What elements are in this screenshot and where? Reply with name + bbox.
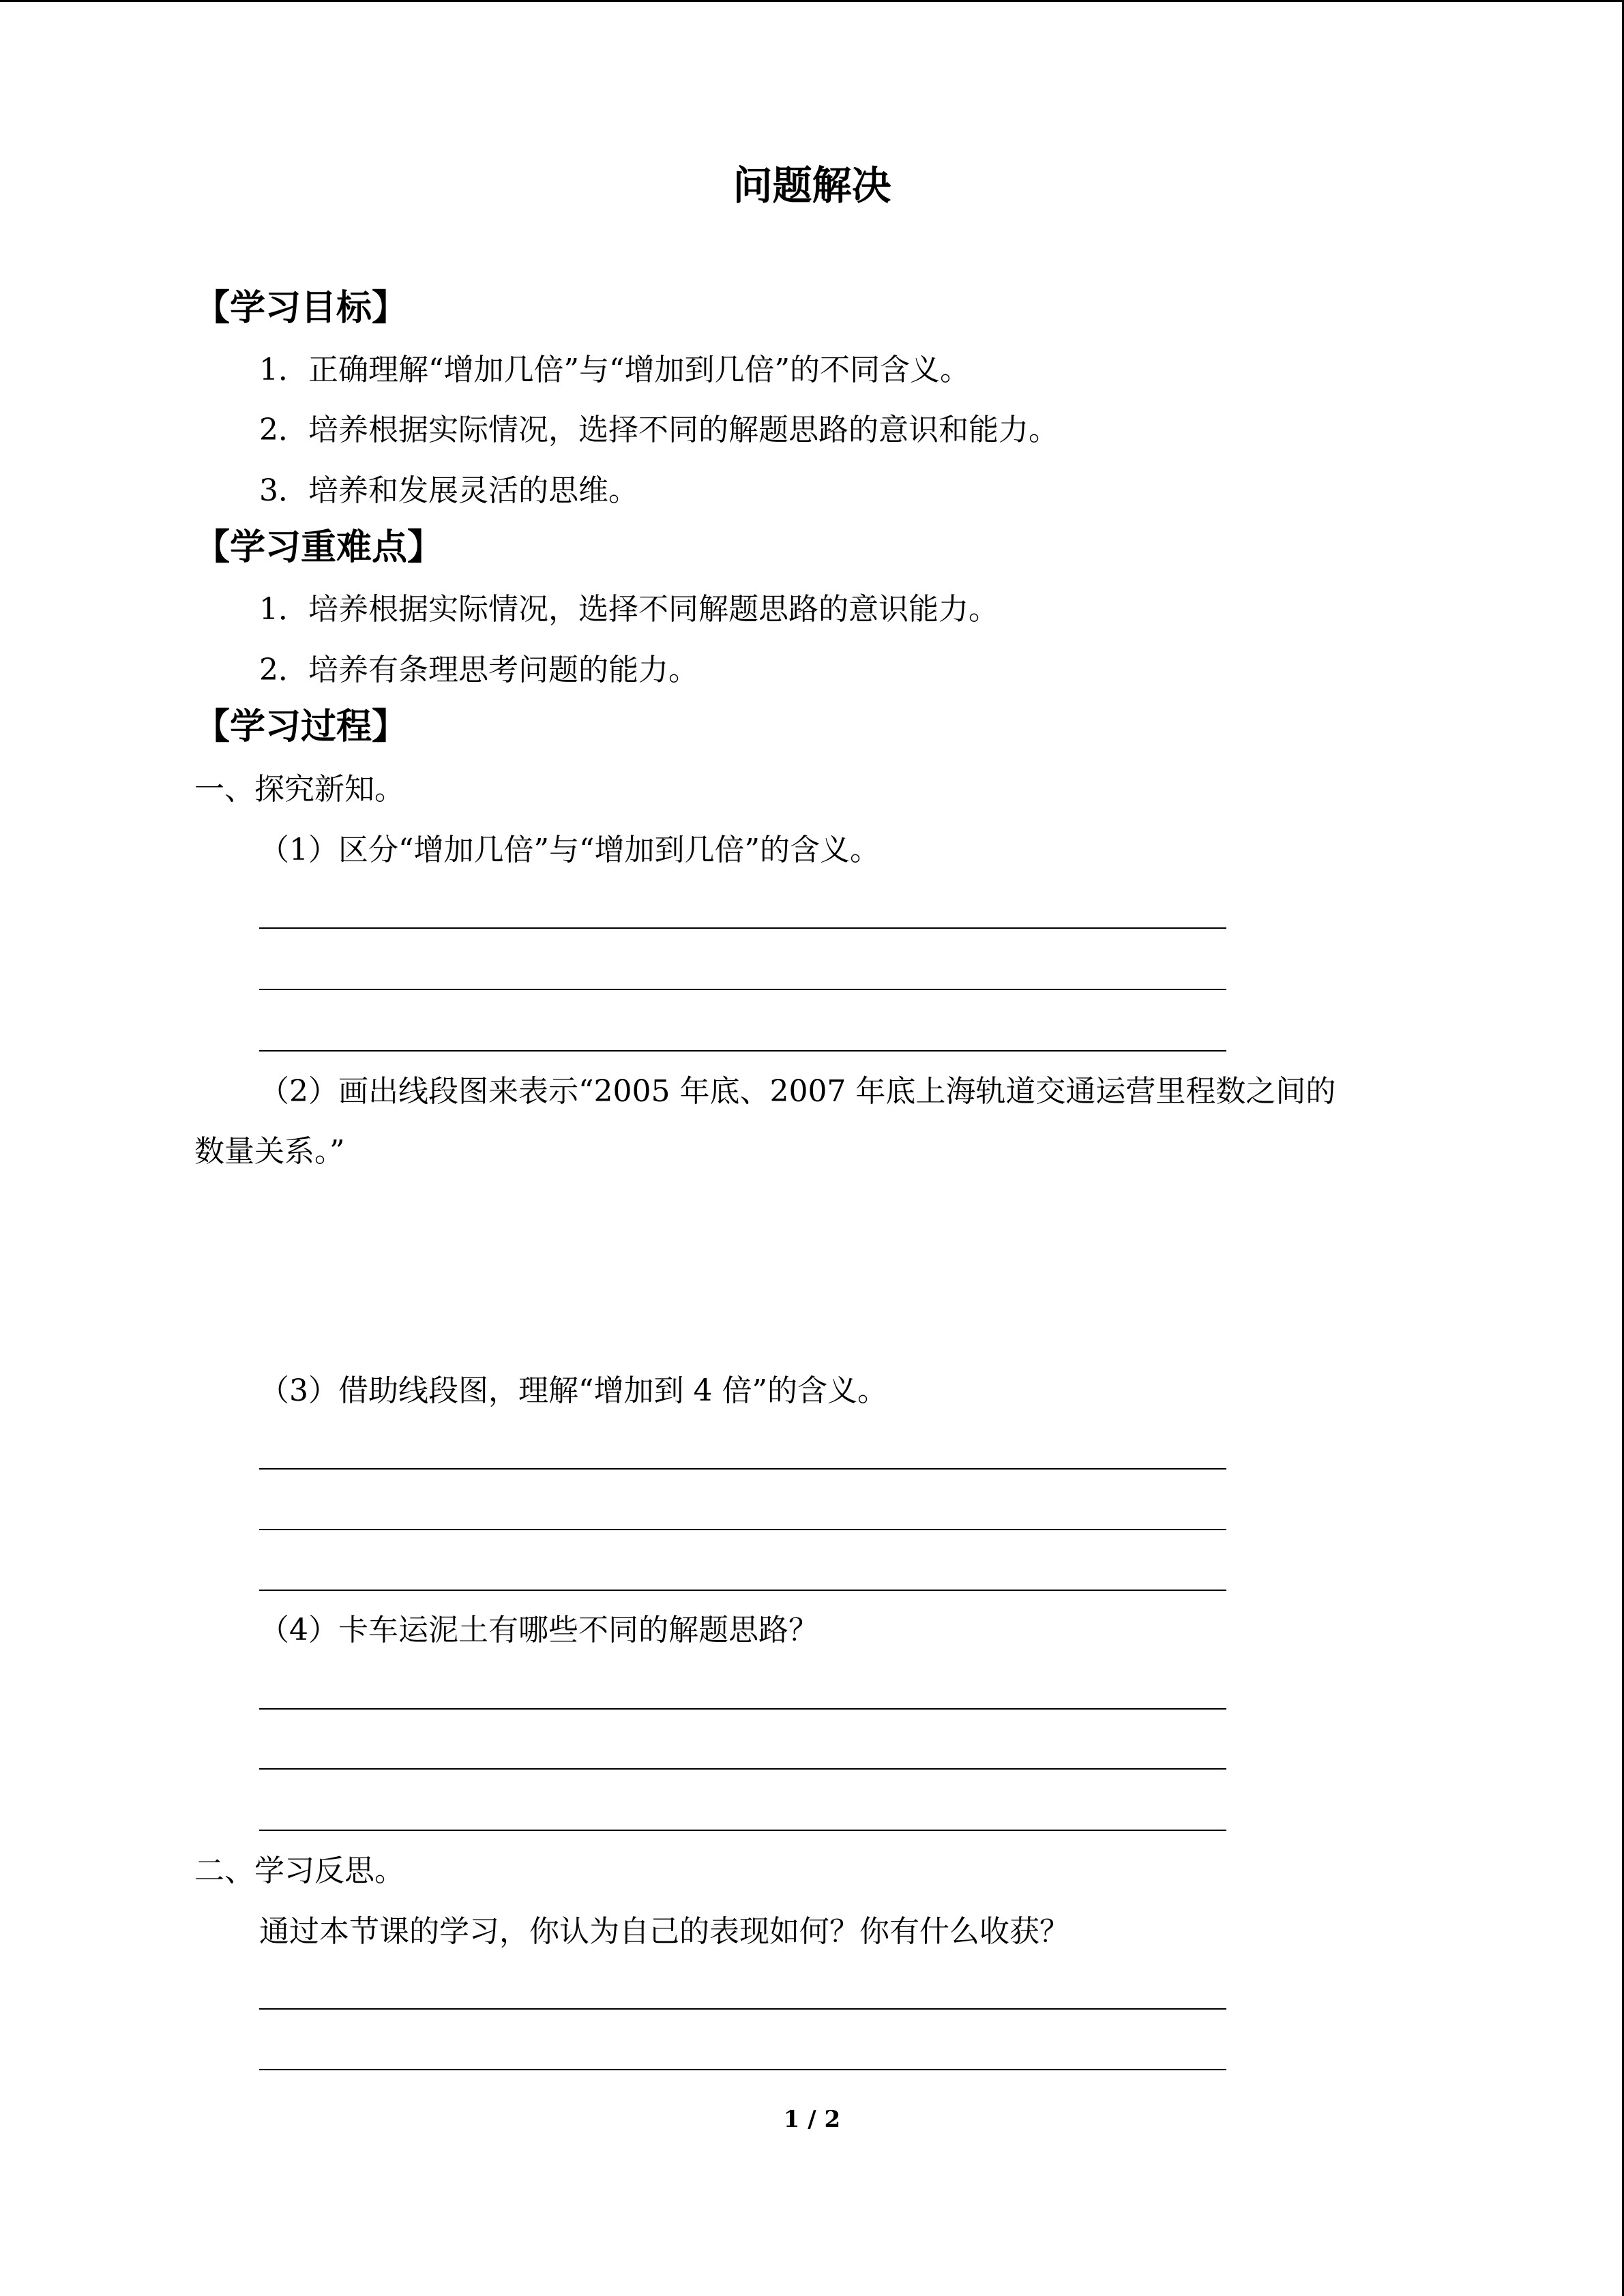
answer-line[interactable] <box>259 1830 1226 1831</box>
objective-item-3: 3．培养和发展灵活的思维。 <box>259 473 638 508</box>
key-points-heading: 【学习重难点】 <box>194 526 443 568</box>
objective-item-2: 2．培养根据实际情况，选择不同的解题思路的意识和能力。 <box>259 413 1059 447</box>
process-heading: 【学习过程】 <box>194 706 408 747</box>
answer-line[interactable] <box>259 2008 1226 2010</box>
question-3: （3）借助线段图，理解“增加到 4 倍”的含义。 <box>259 1373 887 1408</box>
answer-line[interactable] <box>259 1768 1226 1770</box>
answer-line[interactable] <box>259 989 1226 990</box>
key-point-item-2: 2．培养有条理思考问题的能力。 <box>259 653 698 687</box>
part1-label: 一、探究新知。 <box>194 772 404 807</box>
answer-line[interactable] <box>259 1708 1226 1710</box>
reflection-prompt: 通过本节课的学习，你认为自己的表现如何？你有什么收获？ <box>259 1914 1069 1949</box>
page-number: 1 / 2 <box>783 2106 841 2133</box>
answer-line[interactable] <box>259 1468 1226 1470</box>
part2-label: 二、学习反思。 <box>194 1853 404 1888</box>
page-title: 问题解决 <box>733 162 891 209</box>
question-4: （4）卡车运泥土有哪些不同的解题思路？ <box>259 1613 818 1648</box>
key-point-item-1: 1．培养根据实际情况，选择不同解题思路的意识能力。 <box>259 592 999 627</box>
answer-line[interactable] <box>259 1050 1226 1052</box>
objective-item-1: 1．正确理解“增加几倍”与“增加到几倍”的不同含义。 <box>259 353 970 387</box>
question-1: （1）区分“增加几倍”与“增加到几倍”的含义。 <box>259 833 880 867</box>
question-2-line-2: 数量关系。” <box>194 1134 345 1169</box>
question-2-line-1: （2）画出线段图来表示“2005 年底、2007 年底上海轨道交通运营里程数之间的 <box>259 1074 1336 1109</box>
answer-line[interactable] <box>259 1529 1226 1530</box>
answer-line[interactable] <box>259 927 1226 929</box>
answer-line[interactable] <box>259 1590 1226 1591</box>
objectives-heading: 【学习目标】 <box>194 287 408 329</box>
answer-line[interactable] <box>259 2069 1226 2070</box>
page-frame-top <box>0 0 1624 2</box>
